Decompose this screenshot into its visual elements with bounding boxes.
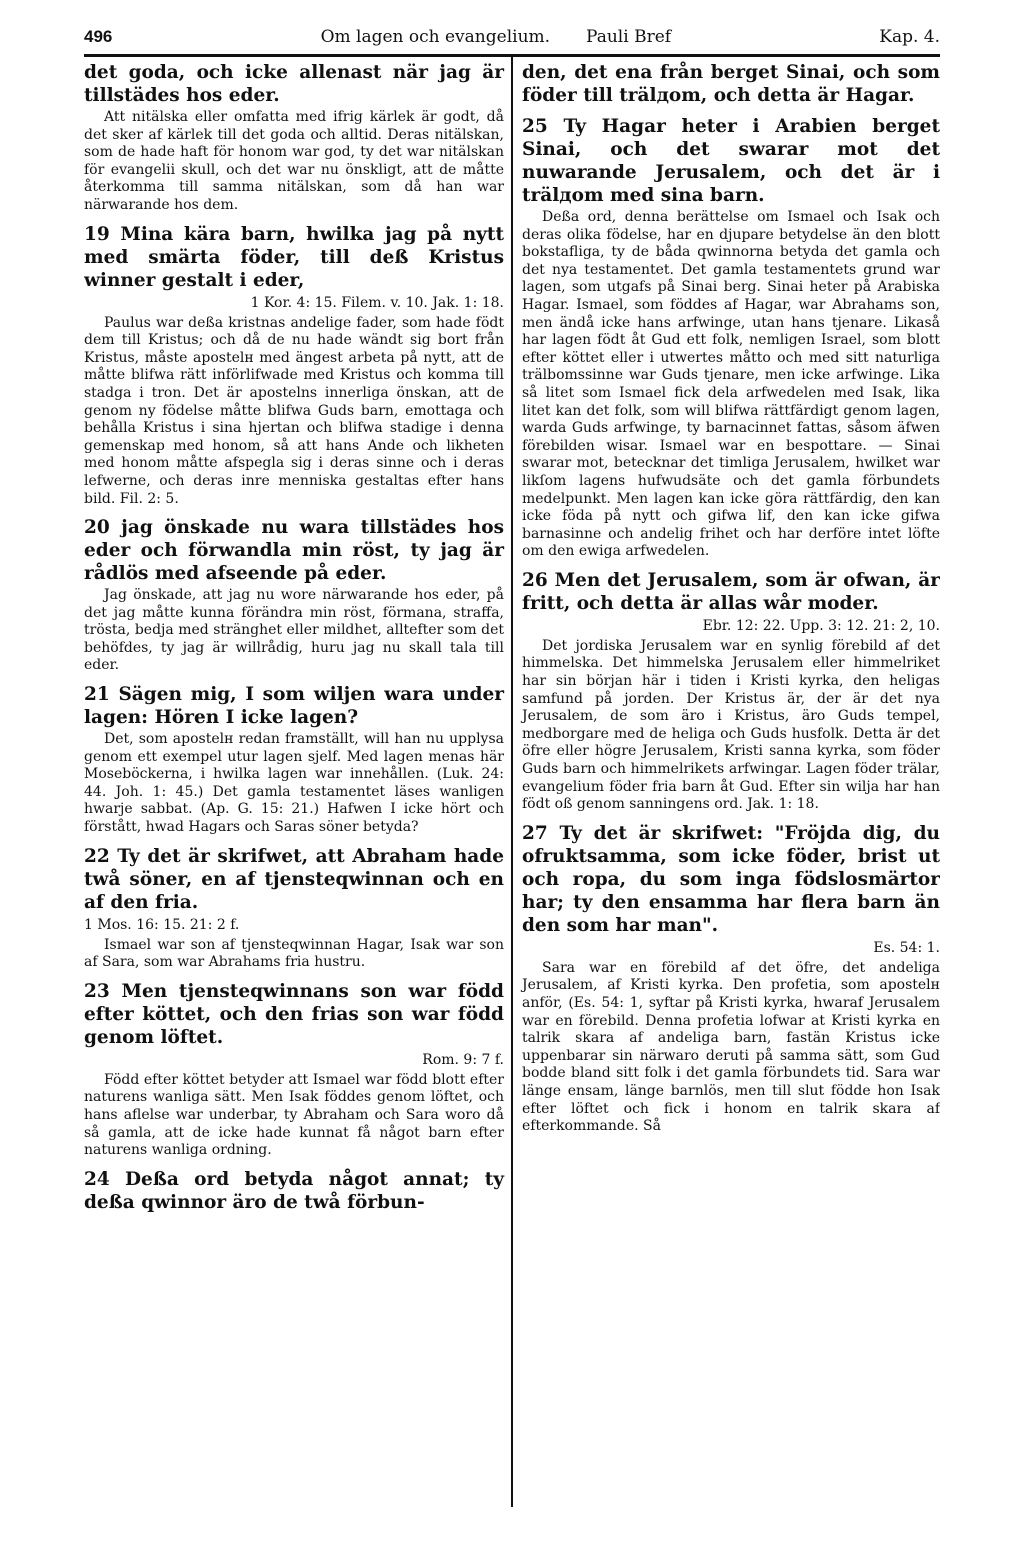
verse-27-reference: Es. 54: 1. [873, 939, 940, 956]
verse-22: 22 Ty det är skrifwet, att Abraham hade twå söner, en af tjensteqwinnan och en af den fria. [84, 845, 504, 913]
right-column [512, 57, 940, 1547]
verse-18-continuation: det goda, och icke allenast när jag är tillstädes hos eder. [84, 62, 504, 106]
commentary-26: Det jordiska Jerusalem war en synlig förebild af det himmelska. Det himmelska Jerusalem eller himmelriket har sin början här i tiden i Kristi kyrka, den heligas samfund på jorden. Der Kristus är, der är det nya Jerusalem, de som äro i Kristus, äro Guds tempel, medborgare med de heliga och Guds husfolk. Detta är det öfre eller högre Jerusalem, Kristi sanna kyrka, som föder Guds barn och himmelrikets arfwingar. Lagen föder trälar, evangelium föder fria barn åt Gud. Efter sin wilja har han födt oß genom sanningens ord. Jak. 1: 18. [522, 637, 940, 813]
verse-26-reference: Ebr. 12: 22. Upp. 3: 12. 21: 2, 10. [702, 617, 940, 634]
verse-20: 20 jag önskade nu wara tillstädes hos eder och förwandla min röst, ty jag är rådlös med afseende på eder. [84, 517, 504, 585]
page-number: 496 [84, 27, 113, 46]
verse-26: 26 Men det Jerusalem, som är ofwan, är fritt, och detta är allas wår moder. [522, 569, 940, 614]
commentary-23: Född efter köttet betyder att Ismael war född blott efter naturens wanliga sätt. Men Isak föddes genom löftet, och hans aflelse war underbar, ty Abraham och Sara woro då så gamla, att de icke hade kunnat få något barn efter naturens wanliga ordning. [84, 1071, 504, 1159]
verse-23-reference: Rom. 9: 7 f. [422, 1051, 504, 1068]
left-column [84, 57, 512, 1547]
page-header [84, 26, 940, 57]
verse-24-continuation: den, det ena från berget Sinai, och som föder till trälдom, och detta är Hagar. [522, 62, 940, 106]
commentary-20: Jag önskade, att jag nu wore närwarande hos eder, på det jag måtte kunna förändra min röst, förmana, straffa, trösta, bedja med stränghet eller mildhet, alltefter som det behöfdes, ty jag är willrådig, huru jag nu skall tala till eder. [84, 587, 504, 674]
commentary-27: Sara war en förebild af det öfre, det andeliga Jerusalem, af Kristi kyrka. Den profetia, som apostelн anför, (Es. 54: 1, syftar på Kristi kyrka, hwarаf Jerusalem war en förebild. Denna profetia lofwar at Kristi kyrka en talrik skara af andeliga barn, fastän Kristus icke uppenbarar sin närwaro derutі på samma sätt, som Gud bodde bland sitt folk i det gamla förbundets tid. Sara war länge ensam, länge barnlös, men till slut födde hon Isak efter löftet och fick i honom en talrik skara af efterkommande. Så [522, 959, 940, 1135]
running-title: Om lagen och evangelium. [320, 27, 551, 47]
chapter-label: Kap. 4. [879, 27, 940, 47]
commentary-19: Paulus war deßa kristnas andelige fader, som hade födt dem till Kristus; och då de nu hade wändt sig bort från Kristus, måste apostelн med ängest arbeta på nytt, att de måtte blifwa rätt införlifwade med Kristus och komma till stadga i tron. Det är apostelns innerliga önskan, att de genom ny födelse måtte blifwa Guds barn, emottaga och behålla Kristus i sina hjertan och blifwa stadige i denna gemenskap med honom, så att hans Ande och likheten med honom måtte afspegla sig i deras sinne och i deras lefwerne, och deras inre menniska gestaltas efter hans bild. Fil. 2: 5. [84, 314, 504, 507]
verse-27: 27 Ty det är skrifwet: "Fröjda dig, du ofruktsamma, som icke föder, brist ut och ropa, du som inga födslosmärtor har; ty den ensamma har flera barn än den som har man". [522, 822, 940, 936]
column-divider [511, 57, 513, 1507]
columns [84, 57, 940, 1547]
commentary-18: Att nitälska eller omfatta med ifrig kärlek är godt, då det sker af kärlek till det goda och alltid. Deras nitälskan, som de hade haft för honom war god, ty det war nitälskan för evangelii skull, och det war nu önskligt, att de måtte återkomma till samma nitälskan, som då han war närwarande hos dem. [84, 109, 504, 213]
header-titles [321, 26, 672, 48]
commentary-22: Ismael war son af tjensteqwinnan Hagar, Isak war son af Sara, som war Abrahams fria hustru. [84, 936, 504, 971]
verse-21: 21 Sägen mig, I som wiljen wara under lagen: Hören I icke lagen? [84, 684, 504, 729]
commentary-21: Det, som apostelн redan framställt, will han nu upplysa genom ett exempel utur lagen sjelf. Med lagen menas här Moseböckerna, i hwilka lagen war innehållen. (Luk. 24: 44. Joh. 1: 45.) Det gamla testamentet läses wanligen hwarje sabbat. (Ap. G. 15: 21.) Hafwen I icke hört och förstått, hwad Hagars och Saras söner betyda? [84, 731, 504, 836]
verse-19-reference: 1 Kor. 4: 15. Filem. v. 10. Jak. 1: 18. [250, 294, 504, 311]
verse-24: 24 Deßa ord betyda något annat; ty deßa qwinnor äro de twå förbun- [84, 1168, 504, 1213]
verse-19: 19 Mina kära barn, hwilka jag på nytt med smärta föder, till deß Kristus winner gestalt i eder, [84, 223, 504, 291]
verse-22-reference: 1 Mos. 16: 15. 21: 2 f. [84, 916, 240, 933]
verse-25: 25 Ty Hagar heter i Arabien berget Sinai, och det swarar mot det nuwarande Jerusalem, och det är i trälдom med sina barn. [522, 116, 940, 206]
commentary-25: Deßa ord, denna berättelse om Ismael och Isak och deras olika födelse, har en djupare betydelse än den blott bokstafliga, ty de båda qwinnorna betyda det gamla och det nya testamentet. Det gamla testamentets grund war lagen, som utgafs på Sinai berg. Sinai heter på Arabiska Hagar. Ismael, som föddes af Hagar, war Abrahams son, men ändå icke hans arfwinge, utan hans tjenare. Likaså har lagen födt åt Gud ett folk, nemligen Israel, som blott efter köttet eller i utwertes måtto och med sitt naturliga trälbomssinne war Guds tjenare, men icke arfwinge. Lika så litet som Ismael fick dela arfwedelen med Isak, lika litet kan det folk, som will blifwa rättfärdigt genom lagen, warda Guds arfwinge, ty barnaсinnet fattas, såsom äfwen förebilden wisar. Ismael war en bespottare. — Sinai swarar mot, betecknar det timliga Jerusalem, hwilket war likſom lagens hufwudsäte och det gamla förbundets medelpunkt. Men lagen kan icke göra rättfärdig, den kan icke föda på nytt och gifwa lif, den kan icke gifwa barnasinne och andelig frihet och har derföre intet löfte om den ewiga arfwedelen. [522, 209, 940, 560]
book-title: Pauli Bref [586, 27, 672, 47]
verse-23: 23 Men tjensteqwinnans son war född efter köttet, och den frias son war född genom löftet. [84, 980, 504, 1048]
